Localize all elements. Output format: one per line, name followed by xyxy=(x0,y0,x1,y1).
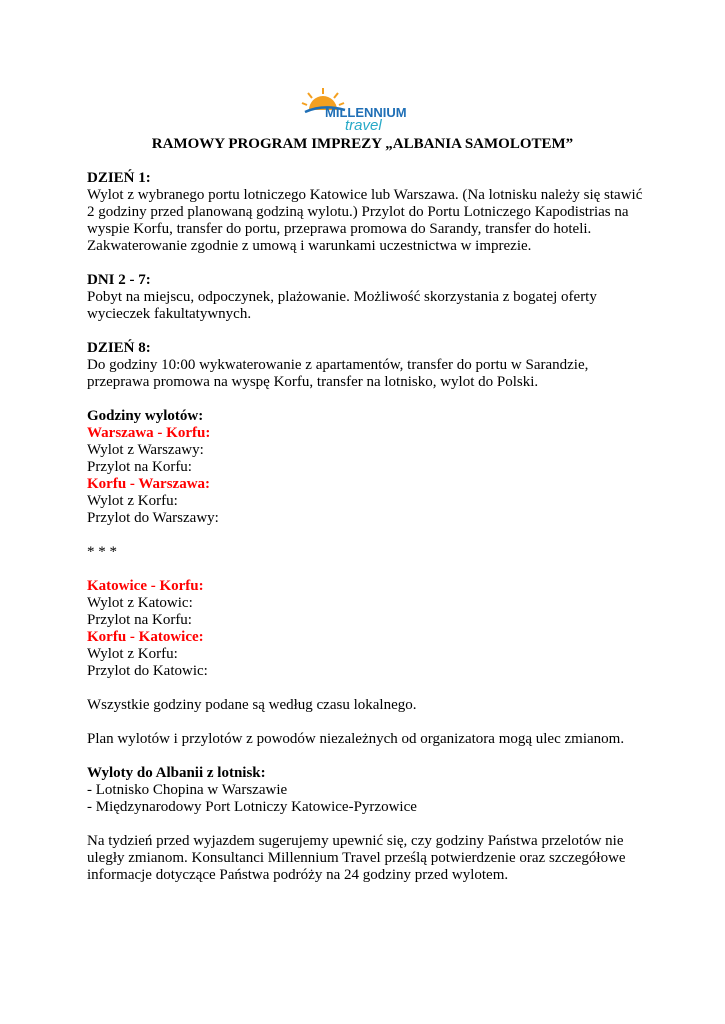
note-local-time: Wszystkie godziny podane są według czasu lokalnego. xyxy=(87,697,417,713)
flight-depart: Wylot z Korfu: xyxy=(87,493,178,509)
airports-heading: Wyloty do Albanii z lotnisk: xyxy=(87,765,266,781)
note-changes: Plan wylotów i przylotów z powodów niezależnych od organizatora mogą ulec zmianom. xyxy=(87,731,625,747)
days2-7-heading: DNI 2 - 7: xyxy=(87,272,151,288)
logo-brand-top: MILLENNIUM xyxy=(325,105,407,120)
route-katowice-korfu: Katowice - Korfu: xyxy=(87,578,204,594)
day8-line: przeprawa promowa na wyspę Korfu, transfer na lotnisko, wylot do Polski. xyxy=(87,374,539,390)
program-content xyxy=(87,170,647,884)
day1-line: 2 godziny przed planowaną godziną wylotu.) Przylot do Portu Lotniczego Kapodistrias na xyxy=(87,204,629,220)
flight-arrive: Przylot do Warszawy: xyxy=(87,510,219,526)
days2-7-line: Pobyt na miejscu, odpoczynek, plażowanie. Możliwość skorzystania z bogatej oferty xyxy=(87,289,597,305)
section-separator: * * * xyxy=(87,544,117,560)
closing-line: Na tydzień przed wyjazdem sugerujemy upewnić się, czy godziny Państwa przelotów nie xyxy=(87,833,624,849)
flight-arrive: Przylot do Katowic: xyxy=(87,663,208,679)
flight-depart: Wylot z Katowic: xyxy=(87,595,193,611)
flight-depart: Wylot z Warszawy: xyxy=(87,442,204,458)
day8-line: Do godziny 10:00 wykwaterowanie z apartamentów, transfer do portu w Sarandzie, xyxy=(87,357,589,373)
page-title: RAMOWY PROGRAM IMPREZY „ALBANIA SAMOLOTEM” xyxy=(151,136,574,152)
flight-arrive: Przylot na Korfu: xyxy=(87,612,192,628)
logo-brand-bottom: travel xyxy=(345,117,382,132)
flight-arrive: Przylot na Korfu: xyxy=(87,459,192,475)
flight-depart: Wylot z Korfu: xyxy=(87,646,178,662)
day1-line: wyspie Korfu, transfer do portu, przeprawa promowa do Sarandy, transfer do hoteli. xyxy=(87,221,592,237)
route-warszawa-korfu: Warszawa - Korfu: xyxy=(87,425,211,441)
closing-line: informacje dotyczące Państwa podróży na 24 godziny przed wylotem. xyxy=(87,867,509,883)
day8-heading: DZIEŃ 8: xyxy=(87,340,151,356)
airport-item: - Międzynarodowy Port Lotniczy Katowice-Pyrzowice xyxy=(87,799,417,815)
route-korfu-warszawa: Korfu - Warszawa: xyxy=(87,476,211,492)
day1-line: Zakwaterowanie zgodnie z umową i warunkami uczestnictwa w imprezie. xyxy=(87,238,532,254)
airport-item: - Lotnisko Chopina w Warszawie xyxy=(87,782,288,798)
day1-heading: DZIEŃ 1: xyxy=(87,170,151,186)
route-korfu-katowice: Korfu - Katowice: xyxy=(87,629,204,645)
closing-line: uległy zmianom. Konsultanci Millennium Travel prześlą potwierdzenie oraz szczegółowe xyxy=(87,850,626,866)
flights-heading: Godziny wylotów: xyxy=(87,408,204,424)
days2-7-line: wycieczek fakultatywnych. xyxy=(87,306,252,322)
day1-line: Wylot z wybranego portu lotniczego Katowice lub Warszawa. (Na lotnisku należy się stawić xyxy=(87,187,643,203)
millennium-travel-logo xyxy=(301,86,426,132)
